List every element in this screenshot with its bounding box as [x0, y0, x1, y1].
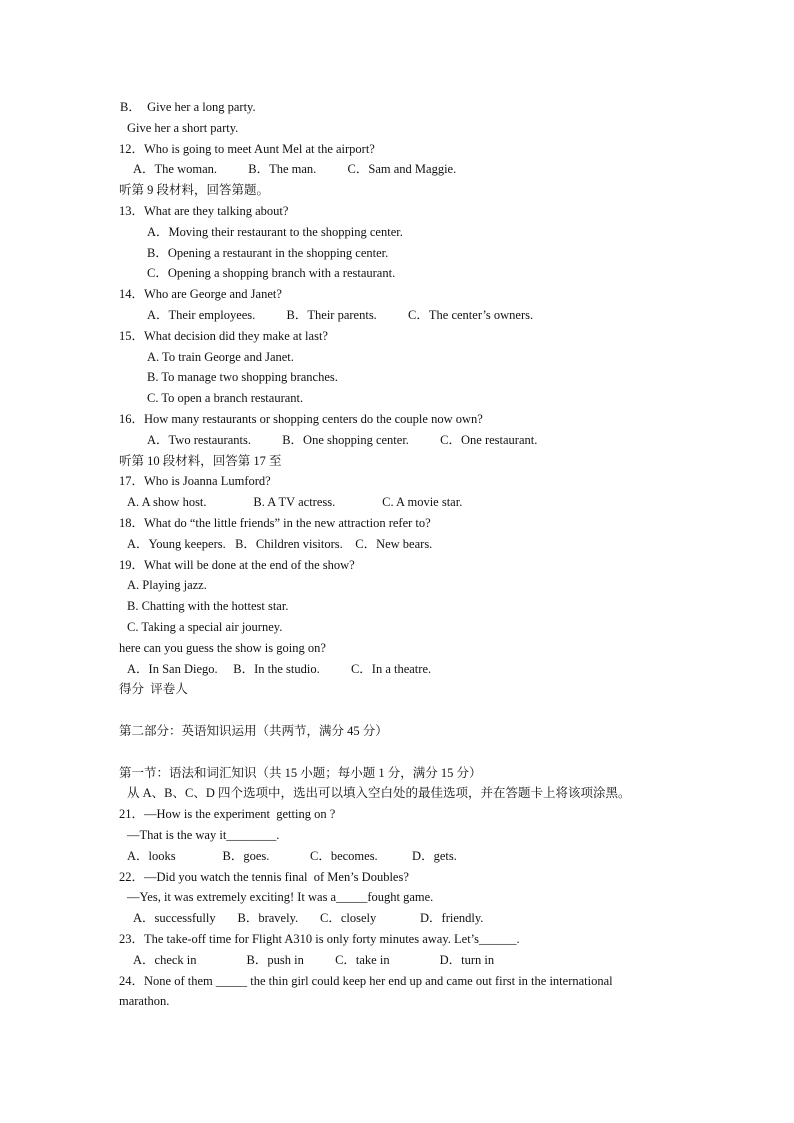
q19-option-a: A. Playing jazz.: [127, 578, 207, 592]
q19-option-c: C. Taking a special air journey.: [127, 620, 283, 634]
q13-option-a: A．Moving their restaurant to the shopping center.: [147, 225, 403, 239]
section-10-instruction: 听第 10 段材料，回答第 17 至: [119, 454, 282, 468]
q14-options: A．Their employees. B．Their parents. C．The center’s owners.: [147, 308, 534, 322]
section-one-instruction: 从 A、B、C、D 四个选项中，选出可以填入空白处的最佳选项，并在答题卡上将该项涂黑。: [127, 786, 631, 800]
question-18: 18．What do “the little friends” in the new attraction refer to?: [119, 516, 431, 530]
q15-option-c: C. To open a branch restaurant.: [147, 391, 304, 405]
question-21: 21．—How is the experiment getting on ?: [119, 807, 336, 821]
section-9-instruction: 听第 9 段材料，回答第题。: [119, 183, 270, 197]
question-13: 13．What are they talking about?: [119, 204, 289, 218]
question-17: 17．Who is Joanna Lumford?: [119, 474, 271, 488]
q16-options: A．Two restaurants. B．One shopping center. C．One restaurant.: [147, 433, 538, 447]
q20-options: A．In San Diego. B．In the studio. C．In a theatre.: [127, 662, 432, 676]
question-24: 24．None of them _____ the thin girl could keep her end up and came out first in the international: [119, 974, 613, 988]
q22-options: A．successfully B．bravely. C．closely D．friendly.: [133, 911, 484, 925]
q17-options: A. A show host. B. A TV actress. C. A movie star.: [127, 495, 463, 509]
q19-option-b: B. Chatting with the hottest star.: [127, 599, 289, 613]
question-16: 16．How many restaurants or shopping centers do the couple now own?: [119, 412, 483, 426]
section-one-heading: 第一节：语法和词汇知识（共 15 小题；每小题 1 分，满分 15 分）: [119, 766, 482, 780]
q18-options: A．Young keepers. B．Children visitors. C．New bears.: [127, 537, 433, 551]
question-20: here can you guess the show is going on?: [119, 641, 326, 655]
question-12: 12．Who is going to meet Aunt Mel at the airport?: [119, 142, 375, 156]
q13-option-b: B．Opening a restaurant in the shopping center.: [147, 246, 389, 260]
q22-response: —Yes, it was extremely exciting! It was a_____fought game.: [127, 890, 434, 904]
q12-options: A．The woman. B．The man. C．Sam and Maggie.: [133, 162, 457, 176]
q21-options: A．looks B．goes. C．becomes. D．gets.: [127, 849, 457, 863]
q11-option-b: B． Give her a long party.: [120, 100, 256, 114]
q11-option-c: Give her a short party.: [127, 121, 239, 135]
score-reviewer-label: 得分 评卷人: [119, 682, 188, 696]
q23-options: A．check in B．push in C．take in D．turn in: [133, 953, 495, 967]
question-19: 19．What will be done at the end of the show?: [119, 558, 355, 572]
question-23: 23．The take-off time for Flight A310 is only forty minutes away. Let’s______.: [119, 932, 520, 946]
part-two-heading: 第二部分：英语知识运用（共两节，满分 45 分）: [119, 724, 388, 738]
question-24-continued: marathon.: [119, 994, 170, 1008]
question-15: 15．What decision did they make at last?: [119, 329, 328, 343]
q15-option-a: A. To train George and Janet.: [147, 350, 294, 364]
q13-option-c: C．Opening a shopping branch with a restaurant.: [147, 266, 396, 280]
question-14: 14．Who are George and Janet?: [119, 287, 282, 301]
question-22: 22．—Did you watch the tennis final of Men’s Doubles?: [119, 870, 409, 884]
q15-option-b: B. To manage two shopping branches.: [147, 370, 338, 384]
q21-response: —That is the way it________.: [127, 828, 280, 842]
